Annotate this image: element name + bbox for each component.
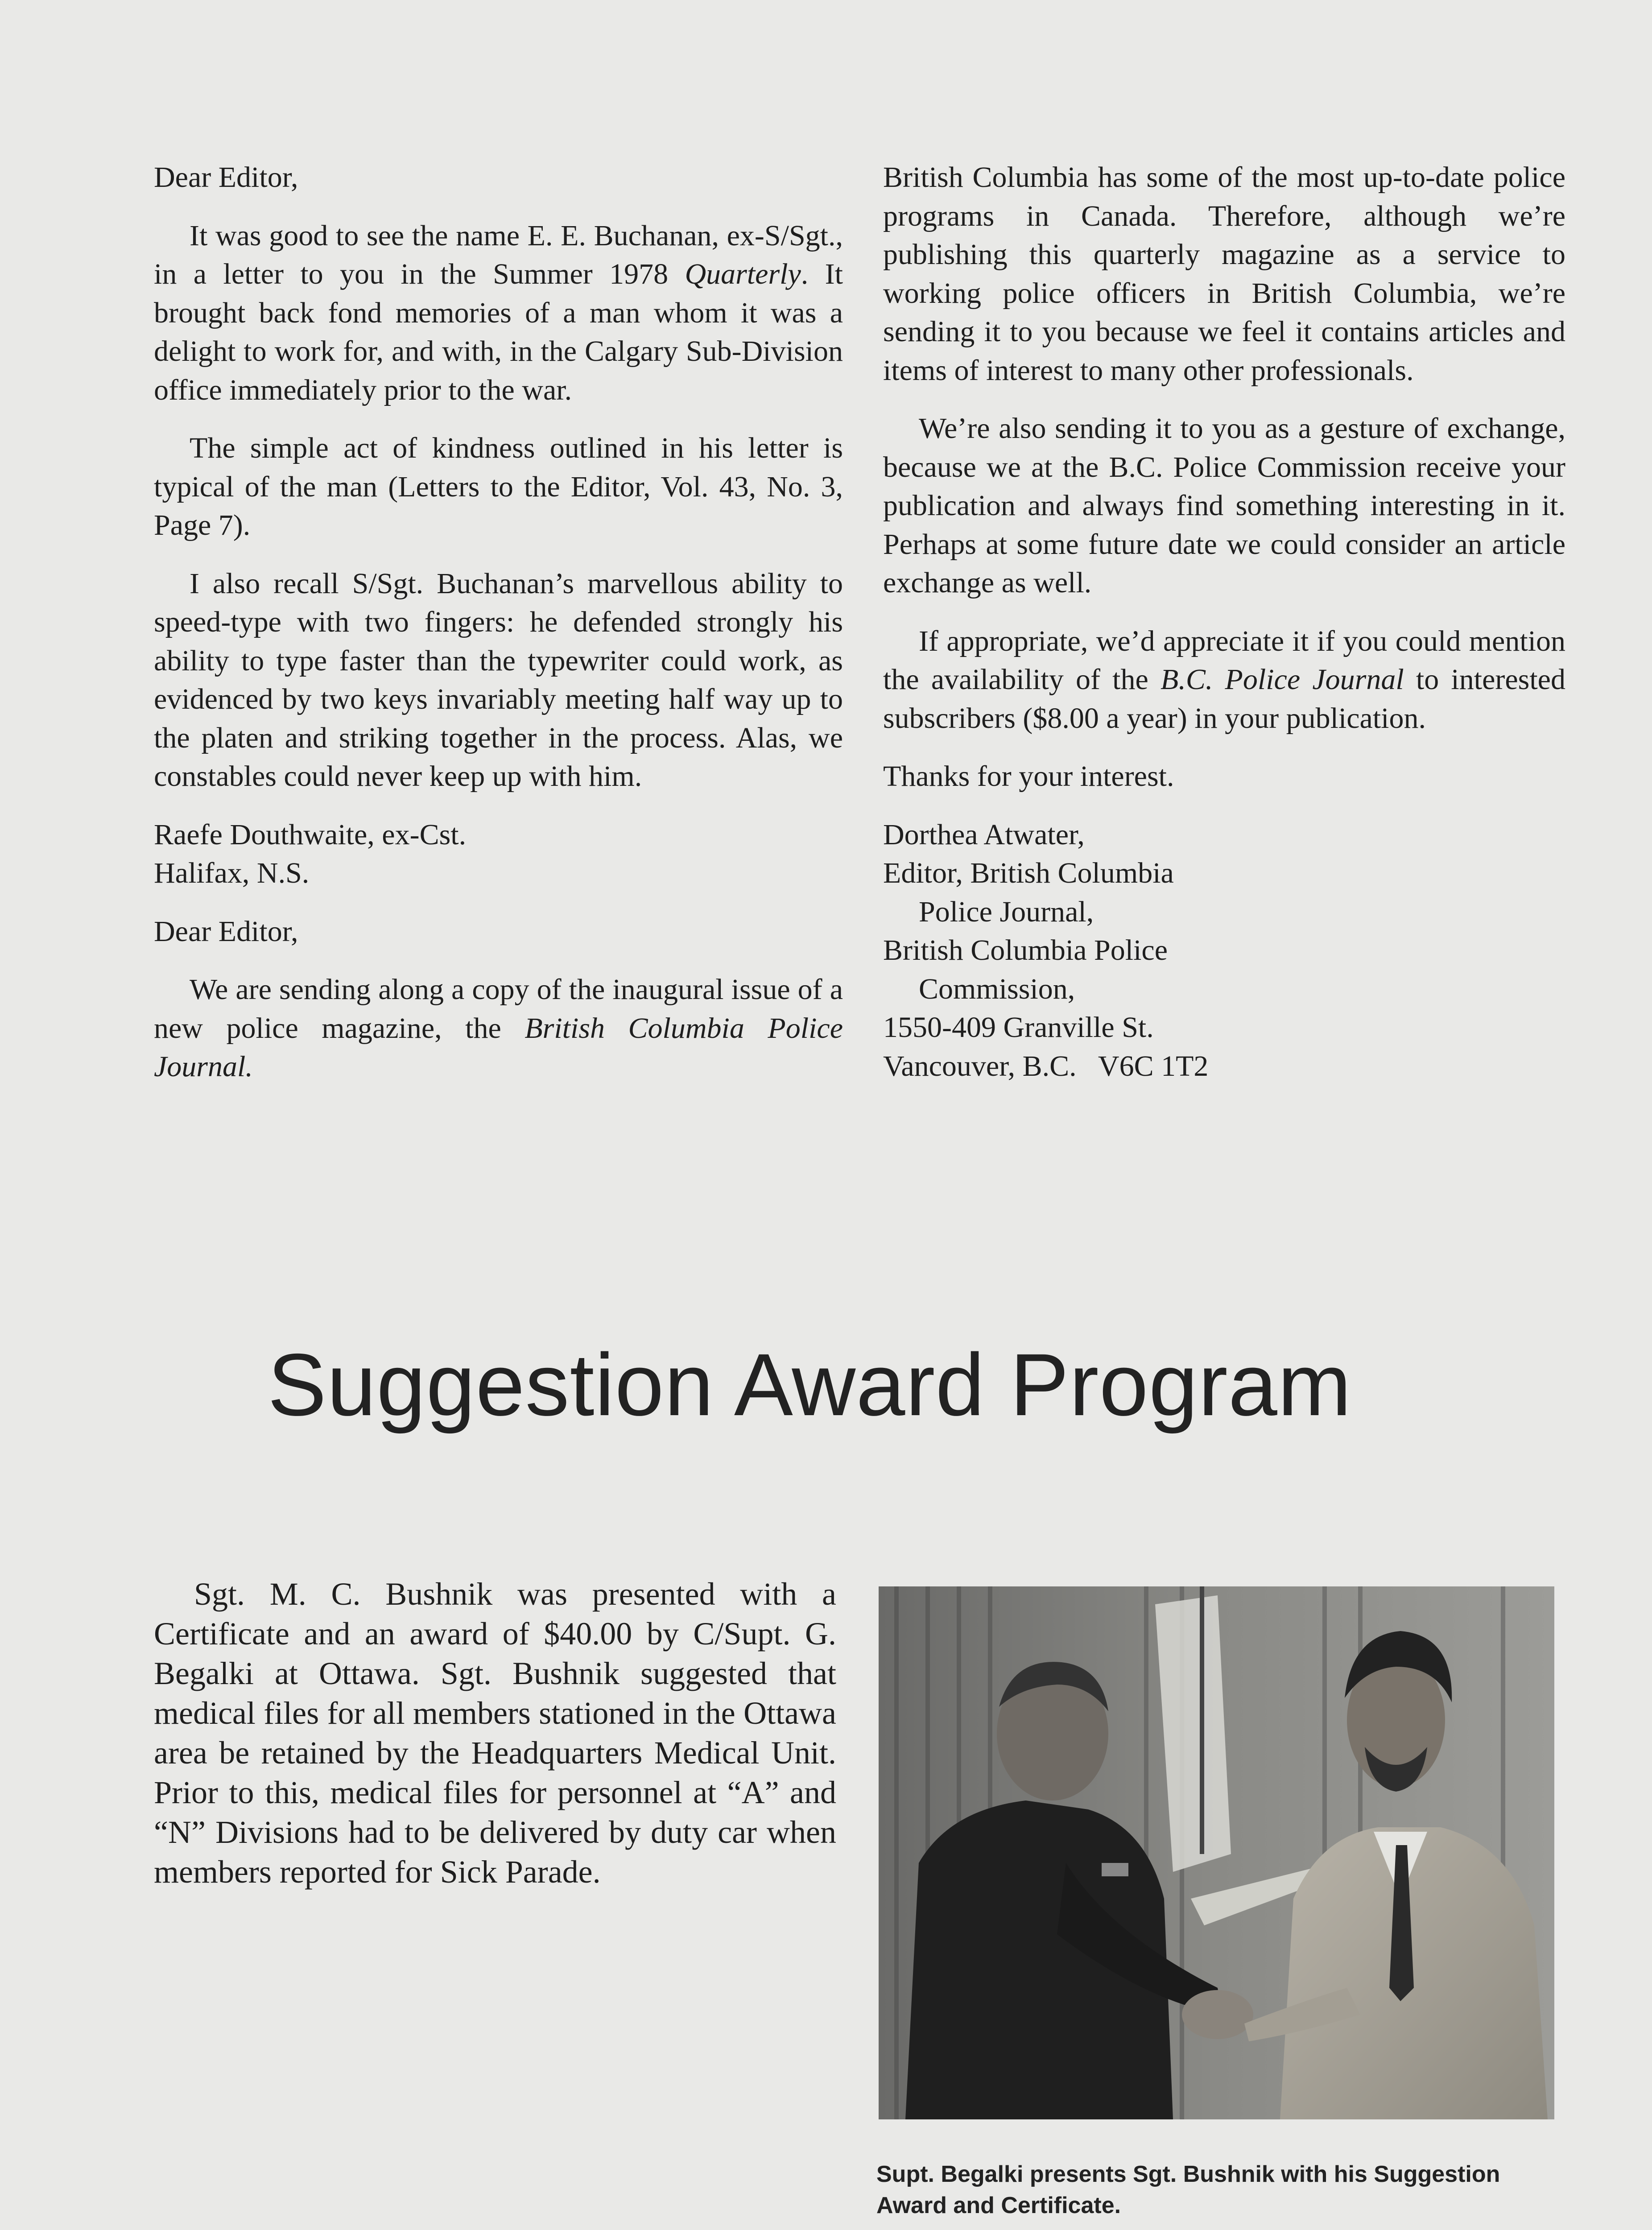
letter2-signature-name: Dorthea Atwater, bbox=[883, 818, 1085, 851]
suggestion-award-headline: Suggestion Award Program bbox=[268, 1335, 1352, 1434]
letter2-signature-title-1: Editor, British Columbia bbox=[883, 857, 1174, 889]
letter1-salutation: Dear Editor, bbox=[154, 161, 298, 194]
letter2-paragraph-4-text: If appropriate, we’d appreciate it if you could mention the availability of the bbox=[883, 624, 1565, 696]
letter2-signature-org-1: British Columbia Police bbox=[883, 934, 1168, 966]
letter2-signature-address-2: Vancouver, B.C. V6C 1T2 bbox=[883, 1049, 1209, 1082]
letter2-paragraph-3: We’re also sending it to you as a gesture of exchange, because we at the B.C. Police Commission receive your publication and always find something interesting in it. Perhaps at some future date we could consider an article exchange as well. bbox=[883, 412, 1565, 599]
letter2-signature-org-2: Commission, bbox=[919, 972, 1075, 1005]
right-column bbox=[883, 158, 1565, 1086]
quarterly-title: Quarterly bbox=[685, 258, 801, 290]
letter2-signature-address-1: 1550-409 Granville St. bbox=[883, 1011, 1154, 1044]
letter2-paragraph-1 bbox=[154, 970, 843, 1086]
letter1-signature-name: Raefe Douthwaite, ex-Cst. bbox=[154, 818, 467, 851]
left-column bbox=[154, 158, 843, 1106]
letter2-thanks: Thanks for your interest. bbox=[883, 760, 1174, 793]
letter1-paragraph-1-rest: . It brought back fond memories of a man whom it was a delight to work for, and with, in the Calgary Sub-Division office immediately prior to the war. bbox=[154, 258, 843, 406]
award-presentation-photo bbox=[879, 1586, 1554, 2119]
suggestion-award-body: Sgt. M. C. Bushnik was presented with a Certificate and an award of $40.00 by C/Supt. G. Begalki at Ottawa. Sgt. Bushnik suggested that medical files for all members stationed in the Ottawa area be retained by the Headquarters Medical Unit. Prior to this, medical files for personnel at “A” and “N” Divisions had to be delivered by duty car when members reported for Sick Parade. bbox=[154, 1576, 836, 1890]
letter2-signature-title-2: Police Journal, bbox=[919, 895, 1094, 928]
letter2-paragraph-2: British Columbia has some of the most up-to-date police programs in Canada. Therefore, although we’re publishing this quarterly magazine as a service to working police officers in British Columbia, we’re sending it to you because we feel it contains articles and items of interest to many other professionals. bbox=[883, 161, 1565, 387]
bc-police-journal-title: British Columbia Police Journal. bbox=[154, 1012, 843, 1083]
letter1-paragraph-1-text: It was good to see the name E. E. Buchanan, ex-S/Sgt., in a letter to you in the Summer 1978 bbox=[154, 219, 843, 290]
letter1-paragraph-2: The simple act of kindness outlined in his letter is typical of the man (Letters to the Editor, Vol. 43, No. 3, Page 7). bbox=[154, 432, 843, 541]
bc-police-journal-ref: B.C. Police Journal bbox=[1161, 663, 1404, 696]
photo-caption: Supt. Begalki presents Sgt. Bushnik with his Suggestion Award and Certificate. bbox=[876, 2161, 1500, 2218]
letter2-paragraph-4 bbox=[883, 622, 1565, 738]
letter1-paragraph-1 bbox=[154, 217, 843, 410]
letter1-signature-place: Halifax, N.S. bbox=[154, 857, 310, 889]
letter2-paragraph-4-rest: to interested subscribers ($8.00 a year) in your publication. bbox=[883, 663, 1565, 735]
letter2-paragraph-1-text: We are sending along a copy of the inaugural issue of a new police magazine, the bbox=[154, 973, 843, 1045]
letter1-paragraph-3: I also recall S/Sgt. Buchanan’s marvellous ability to speed-type with two fingers: he defended strongly his ability to type faster than the typewriter could work, as evidenced by two keys invariably meeting half way up to the platen and striking together in the process. Alas, we constables could never keep up with him. bbox=[154, 567, 843, 793]
letter2-salutation: Dear Editor, bbox=[154, 915, 298, 948]
